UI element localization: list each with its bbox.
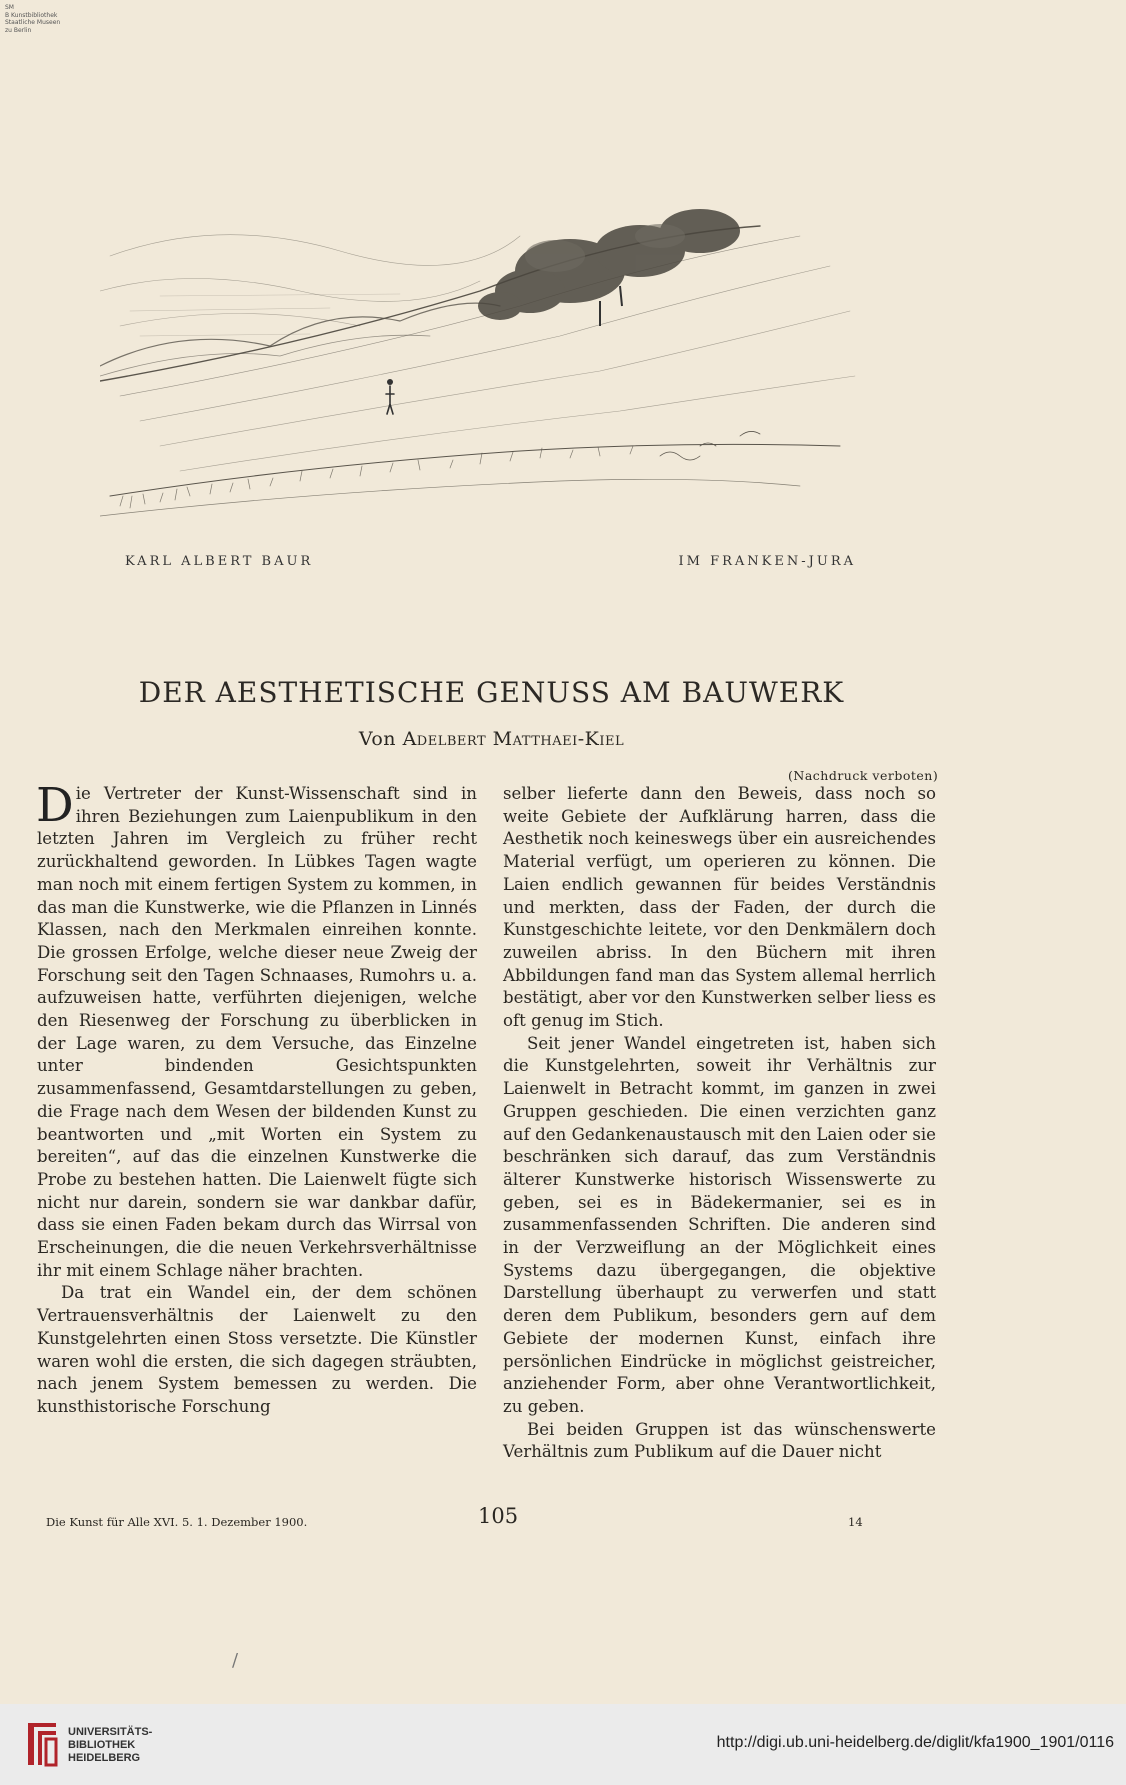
paragraph: Da trat ein Wandel ein, der dem schönen Vertrauensverhältnis der Laienwelt zu den Kunstgelehrten einen Stoss versetzte. Die Künstler waren wohl die ersten, die sich dagegen sträubten, nach jenem System bemessen zu werden. Die kunsthistorische Forschung xyxy=(37,1283,477,1416)
logo-line: HEIDELBERG xyxy=(68,1752,141,1764)
signature-mark: 14 xyxy=(848,1515,863,1529)
library-stamp xyxy=(5,4,125,34)
library-logo-icon xyxy=(22,1719,62,1769)
page-number: 105 xyxy=(478,1504,519,1528)
stamp-line: Staatliche Museen xyxy=(5,19,61,26)
text-column-left xyxy=(36,778,477,1419)
logo-line: UNIVERSITÄTS- xyxy=(68,1726,153,1738)
stamp-line: B Kunstbibliothek xyxy=(5,11,58,19)
illustration-title: IM FRANKEN-JURA xyxy=(678,554,856,569)
article-byline xyxy=(0,728,983,750)
paragraph: Seit jener Wandel eingetreten ist, haben sich die Kunstgelehrten, soweit ihr Verhältnis zur Laienwelt in Betracht kommt, im ganzen in zwei Gruppen geschieden. Die einen verzichten ganz auf den Gedankenaustausch mit den Laien oder sie beschränken sich darauf, das zum Verständnis älterer Kunstwerke historisch Wissenswerte zu geben, sei es in Bädekermanier, sei es in zusammenfassenden Schriften. Die anderen sind in der Verzweiflung an der Möglichkeit eines Systems dazu übergegangen, die objektive Darstellung überhaupt zu verwerfen und statt deren dem Publikum, besonders gern auf dem Gebiete der modernen Kunst, einfach ihre persönlichen Eindrücke in möglichst geistreicher, anziehender Form, aber ohne Verantwortlichkeit, zu geben. xyxy=(503,1033,936,1416)
paragraph xyxy=(36,778,477,1282)
library-footer-bar xyxy=(0,1704,1126,1785)
author-name: Adelbert Matthaei-Kiel xyxy=(402,728,625,750)
illustration-artist: KARL ALBERT BAUR xyxy=(125,554,314,569)
library-logo-text xyxy=(68,1726,152,1765)
journal-info: Die Kunst für Alle XVI. 5. 1. Dezember 1900. xyxy=(46,1515,308,1529)
source-url[interactable]: http://digi.ub.uni-heidelberg.de/diglit/kfa1900_1901/0116 xyxy=(716,1734,1114,1751)
logo-line: BIBLIOTHEK xyxy=(68,1739,136,1751)
landscape-illustration xyxy=(100,196,860,541)
byline-prefix: Von xyxy=(358,728,397,750)
reprint-note: (Nachdruck verboten) xyxy=(788,768,939,783)
paragraph: selber lieferte dann den Beweis, dass noch so weite Gebiete der Aufklärung harren, dass die Aesthetik noch keineswegs über ein ausreichendes Material verfügt, um operieren zu können. Die Laien endlich gewannen für beides Verständnis und merkten, dass der Faden, der durch die Kunstgeschichte leitete, vor den Denkmälern doch zuweilen abriss. In den Büchern mit ihren Abbildungen fand man das System allemal herrlich bestätigt, aber vor den Kunstwerken selber liess es oft genug im Stich. xyxy=(503,784,936,1031)
text-column-right xyxy=(503,783,936,1464)
paragraph-text: ie Vertreter der Kunst-Wissenschaft sind in ihren Beziehungen zum Laienpublikum in den letzten Jahren im Vergleich zu früher recht zurückhaltend geworden. In Lübkes Tagen wagte man noch mit einem fertigen System zu kommen, in das man die Kunstwerke, wie die Pflanzen in Linnés Klassen, nach den Merkmalen einreihen konnte. Die grossen Erfolge, welche dieser neue Zweig der Forschung seit den Tagen Schnaases, Rumohrs u. a. aufzuweisen hatte, verführten diejenigen, welche den Riesenweg der Forschung zu überblicken in der Lage waren, zu dem Versuche, das Einzelne unter bindenden Gesichtspunkten zusammenfassend, Gesamtdarstellungen zu geben, die Frage nach dem Wesen der bildenden Kunst zu beantworten und „mit Worten ein System zu bereiten“, auf das die einzelnen Kunstwerke die Probe zu bestehen hatten. Die Laienwelt fügte sich nicht nur darein, sondern sie war dankbar dafür, dass sie einen Faden bekam durch das Wirrsal von Erscheinungen, die die neuen Verkehrsverhältnisse ihr mit einem Schlage näher brachten. xyxy=(37,784,477,1280)
drop-cap: D xyxy=(36,778,74,833)
paragraph: Bei beiden Gruppen ist das wünschenswerte Verhältnis zum Publikum auf die Dauer nicht xyxy=(503,1419,936,1462)
stamp-line: zu Berlin xyxy=(5,26,32,34)
stamp-line: SM xyxy=(5,4,14,11)
stray-mark: / xyxy=(232,1650,239,1671)
article-title: DER AESTHETISCHE GENUSS AM BAUWERK xyxy=(138,676,845,709)
